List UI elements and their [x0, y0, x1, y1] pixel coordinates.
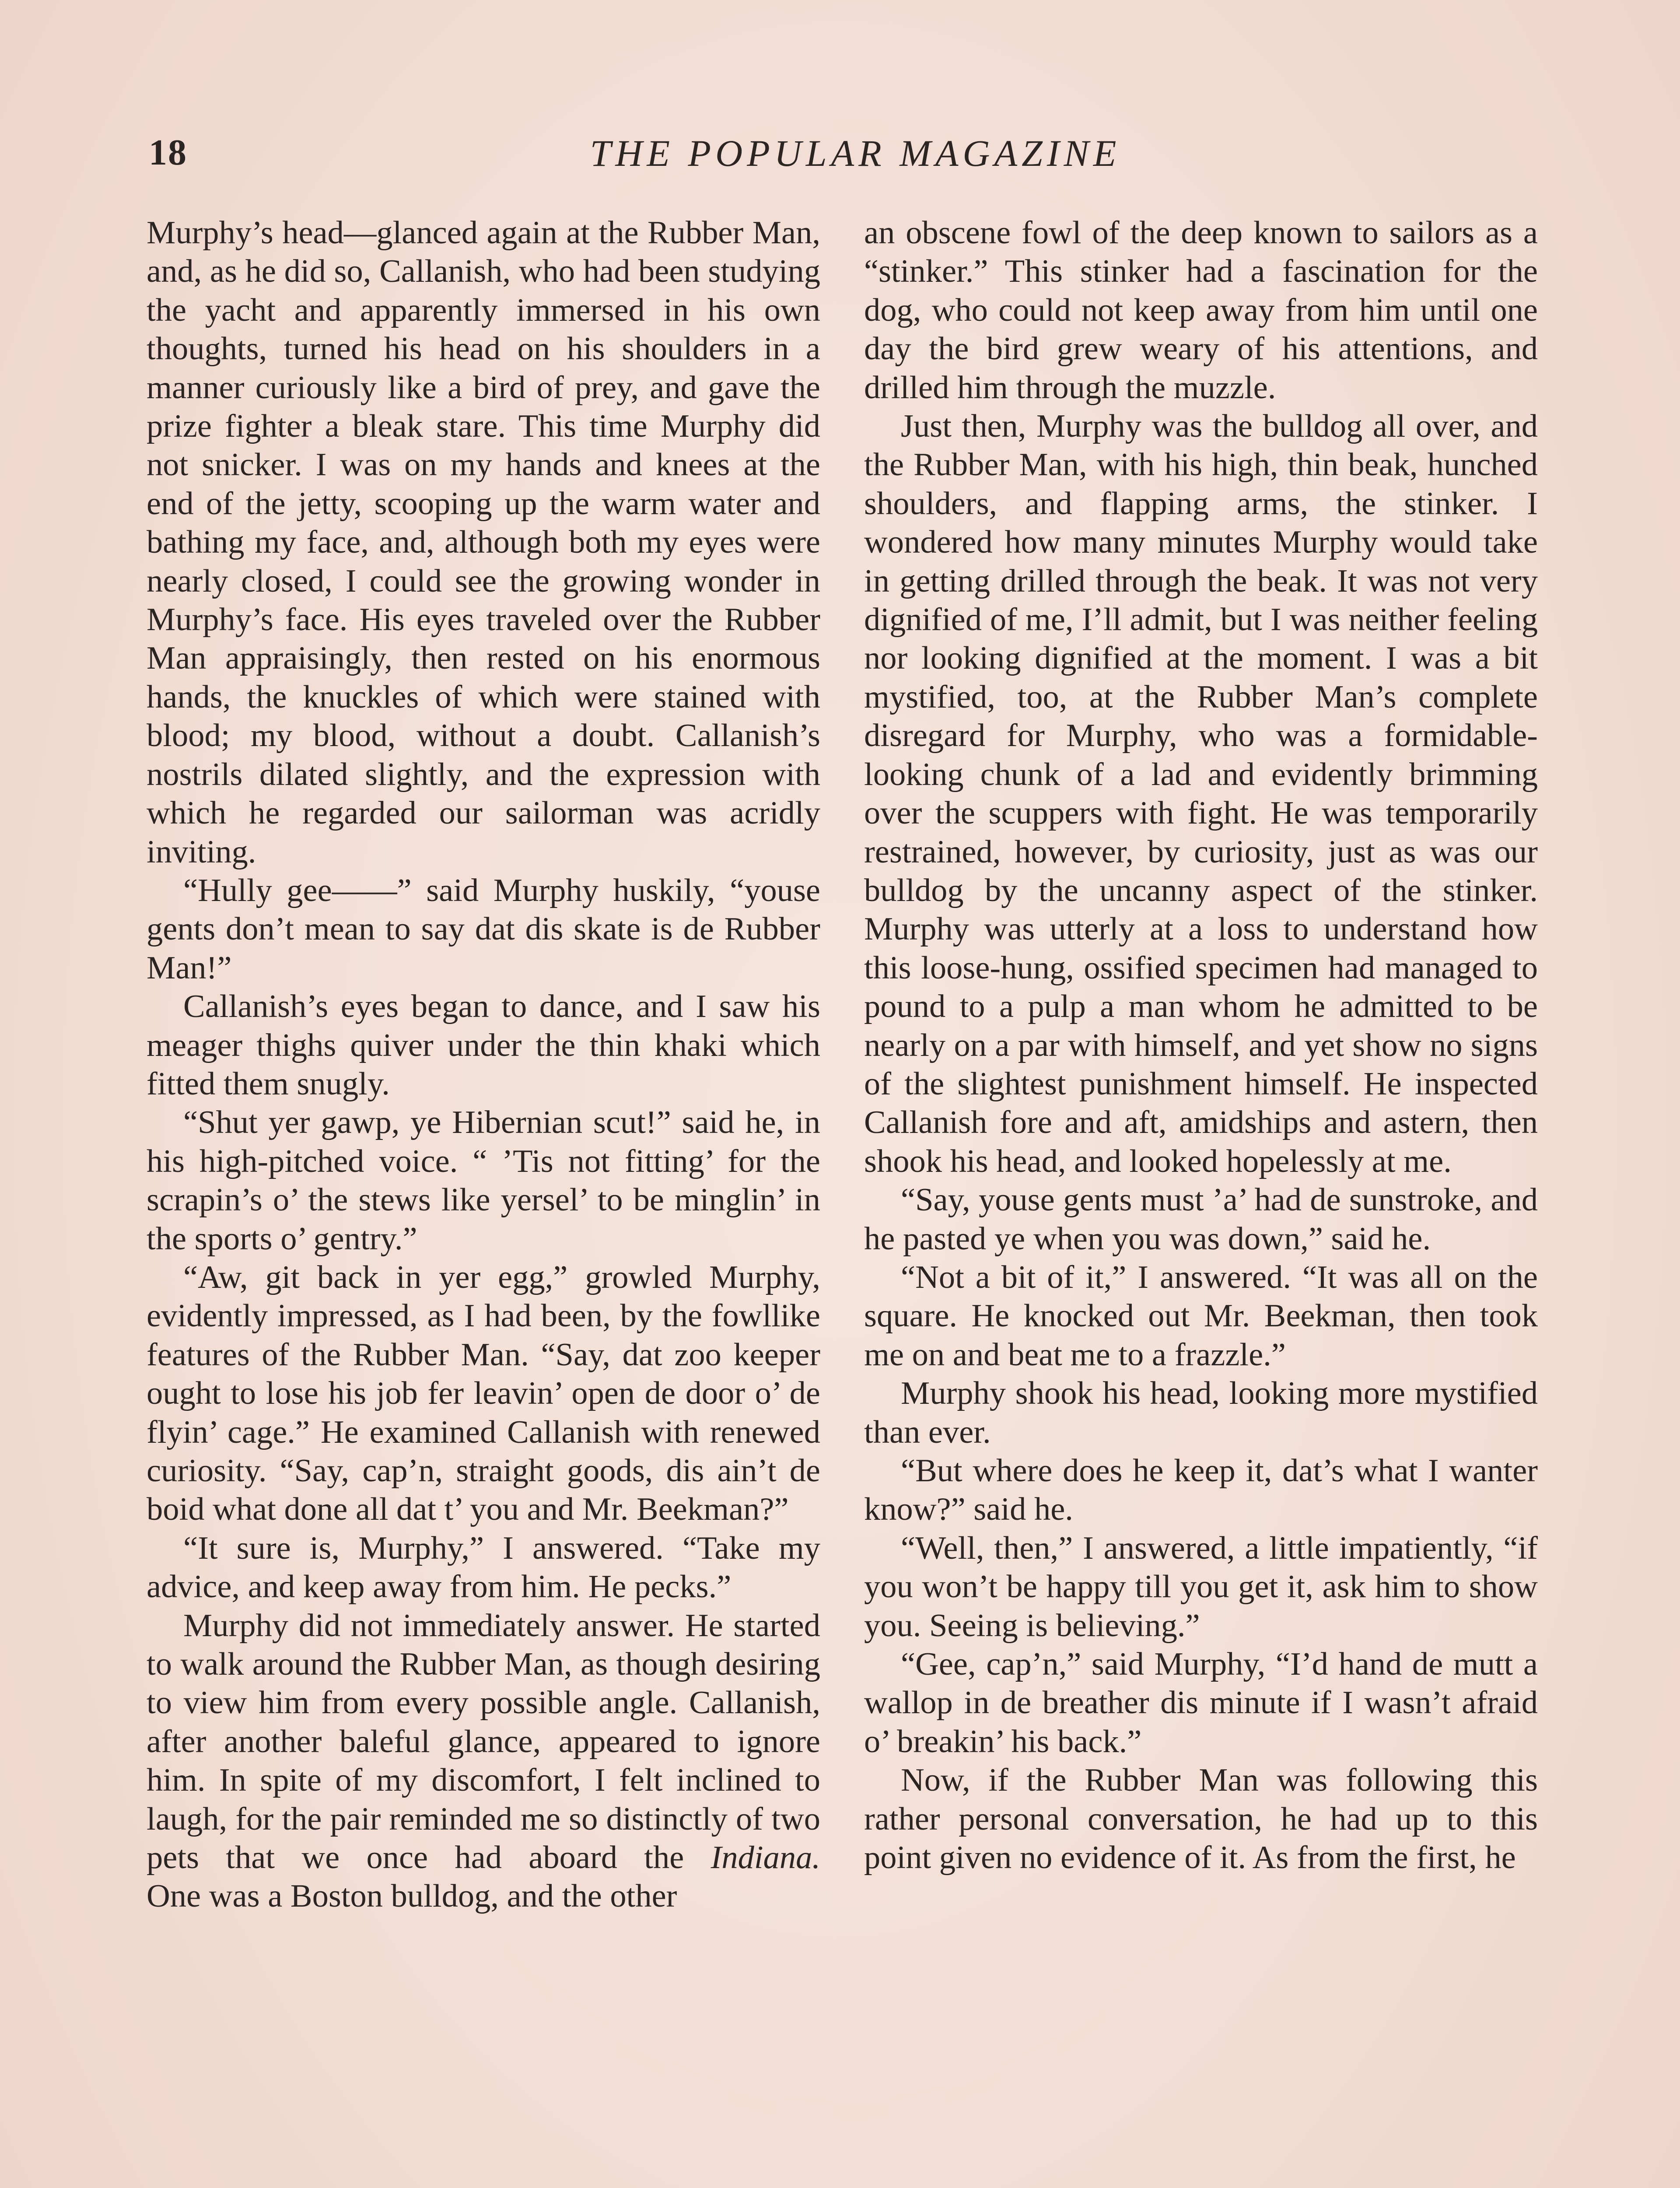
paragraph-text: Murphy did not immediately answer. He started to walk around the Rubber Man, as though desiring to view him from every possible angle. Callanish, after another baleful glance, appeared to ignore him. In spite of my discomfort, I felt inclined to laugh, for the pair reminded me so distinctly of two pets that we once had aboard the	[147, 1607, 820, 1876]
page-header	[149, 131, 1562, 193]
ship-name: Indiana.	[710, 1840, 821, 1876]
right-text-column	[864, 214, 1538, 1877]
paragraph: “Aw, git back in yer egg,” growled Murphy, evidently impressed, as I had been, by the fowllike features of the Rubber Man. “Say, dat zoo keeper ought to lose his job fer leavin’ open de door o’ de flyin’ cage.” He examined Callanish with renewed curiosity. “Say, cap’n, straight goods, dis ain’t de boid what done all dat t’ you and Mr. Beekman?”	[147, 1259, 820, 1528]
paragraph: “Shut yer gawp, ye Hibernian scut!” said he, in his high-pitched voice. “ ’Tis not fitting’ for the scrapin’s o’ the stews like yersel’ to be minglin’ in the sports o’ gentry.”	[147, 1105, 820, 1257]
paragraph: “Gee, cap’n,” said Murphy, “I’d hand de mutt a wallop in de breather dis minute if I wasn’t afraid o’ breakin’ his back.”	[864, 1646, 1538, 1760]
paragraph: One was a Boston bulldog, and the other	[147, 1878, 677, 1914]
page-number: 18	[149, 132, 187, 173]
paragraph: Callanish’s eyes began to dance, and I saw his meager thighs quiver under the thin khaki which fitted them snugly.	[147, 989, 820, 1102]
paragraph: “Well, then,” I answered, a little impatiently, “if you won’t be happy till you get it, ask him to show you. Seeing is believing.”	[864, 1530, 1538, 1644]
paragraph: Now, if the Rubber Man was following this rather personal conversation, he had up to this point given no evidence of it. As from the first, he	[864, 1762, 1538, 1876]
paragraph: “But where does he keep it, dat’s what I wanter know?” said he.	[864, 1453, 1538, 1528]
paragraph	[147, 1606, 820, 1877]
paragraph: “It sure is, Murphy,” I answered. “Take my advice, and keep away from him. He pecks.”	[147, 1530, 820, 1605]
paragraph: “Hully gee——” said Murphy huskily, “youse gents don’t mean to say dat dis skate is de Rubber Man!”	[147, 872, 820, 986]
paragraph: “Not a bit of it,” I answered. “It was all on the square. He knocked out Mr. Beekman, then took me on and beat me to a frazzle.”	[864, 1259, 1538, 1373]
left-text-column	[147, 214, 820, 1916]
running-title: THE POPULAR MAGAZINE	[590, 132, 1121, 174]
paragraph: Just then, Murphy was the bulldog all over, and the Rubber Man, with his high, thin beak, hunched shoulders, and flapping arms, the stinker. I wondered how many minutes Murphy would take in getting drilled through the beak. It was not very dignified of me, I’ll admit, but I was neither feeling nor looking dignified at the moment. I was a bit mystified, too, at the Rubber Man’s complete disregard for Murphy, who was a formidable-looking chunk of a lad and evidently brimming over the scuppers with fight. He was temporarily restrained, however, by curiosity, just as was our bulldog by the uncanny aspect of the stinker. Murphy was utterly at a loss to understand how this loose-hung, ossified specimen had managed to pound to a pulp a man whom he admitted to be nearly on a par with himself, and yet show no signs of the slightest punishment himself. He inspected Callanish fore and aft, amidships and astern, then shook his head, and looked hopelessly at me.	[864, 408, 1538, 1179]
paragraph: Murphy shook his head, looking more mystified than ever.	[864, 1375, 1538, 1450]
paragraph: “Say, youse gents must ’a’ had de sunstroke, and he pasted ye when you was down,” said he.	[864, 1182, 1538, 1257]
paragraph: Murphy’s head—glanced again at the Rubber Man, and, as he did so, Callanish, who had been studying the yacht and apparently immersed in his own thoughts, turned his head on his shoulders in a manner curiously like a bird of prey, and gave the prize fighter a bleak stare. This time Murphy did not snicker. I was on my hands and knees at the end of the jetty, scooping up the warm water and bathing my face, and, although both my eyes were nearly closed, I could see the growing wonder in Murphy’s face. His eyes traveled over the Rubber Man appraisingly, then rested on his enormous hands, the knuckles of which were stained with blood; my blood, without a doubt. Callanish’s nostrils dilated slightly, and the expression with which he regarded our sailorman was acridly inviting.	[147, 215, 820, 870]
paragraph: an obscene fowl of the deep known to sailors as a “stinker.” This stinker had a fascination for the dog, who could not keep away from him until one day the bird grew weary of his attentions, and drilled him through the muzzle.	[864, 215, 1538, 406]
